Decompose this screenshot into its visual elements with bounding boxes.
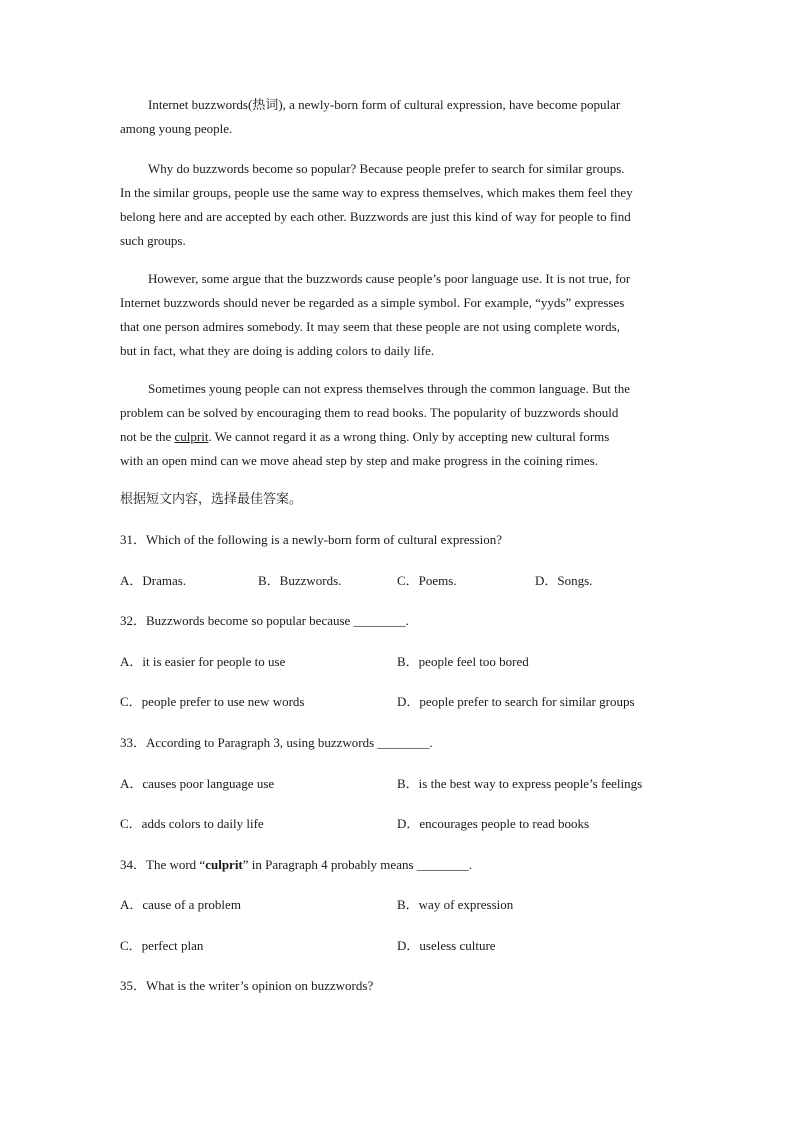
paragraph-line: belong here and are accepted by each other. Buzzwords are just this kind of way for people to find <box>120 209 631 224</box>
question-32-stem: 32．Buzzwords become so popular because ________. <box>120 613 409 628</box>
underlined-word-culprit: culprit <box>174 429 209 444</box>
stem-text: 34．The word “ <box>120 857 206 872</box>
line-text: . We cannot regard it as a wrong thing. Only by accepting new cultural forms <box>208 429 610 444</box>
passage-paragraph-2 <box>120 157 672 253</box>
paragraph-line: Sometimes young people can not express themselves through the common language. But the <box>148 381 630 396</box>
question-34-option-a[interactable]: A．cause of a problem <box>120 897 241 912</box>
passage-paragraph-3 <box>120 267 672 363</box>
paragraph-line: Internet buzzwords(热词), a newly-born form of cultural expression, have become popular <box>148 97 621 112</box>
question-32-option-b[interactable]: B．people feel too bored <box>397 654 529 669</box>
question-33-option-d[interactable]: D．encourages people to read books <box>397 816 590 831</box>
question-31-option-d[interactable]: D．Songs. <box>535 573 593 588</box>
paragraph-line: such groups. <box>120 233 186 248</box>
question-32-option-a[interactable]: A．it is easier for people to use <box>120 654 286 669</box>
question-33-stem: 33．According to Paragraph 3, using buzzwords ________. <box>120 735 433 750</box>
question-31-option-c[interactable]: C．Poems. <box>397 573 457 588</box>
question-32-option-c[interactable]: C．people prefer to use new words <box>120 694 305 709</box>
passage-paragraph-1 <box>120 93 672 141</box>
question-34-option-c[interactable]: C．perfect plan <box>120 938 204 953</box>
paragraph-line: In the similar groups, people use the same way to express themselves, which makes them feel they <box>120 185 633 200</box>
paragraph-line: Why do buzzwords become so popular? Because people prefer to search for similar groups. <box>148 161 625 176</box>
question-35-stem: 35．What is the writer’s opinion on buzzwords? <box>120 978 374 993</box>
question-31-stem: 31．Which of the following is a newly-born form of cultural expression? <box>120 532 502 547</box>
question-31-option-a[interactable]: A．Dramas. <box>120 573 187 588</box>
question-34-option-d[interactable]: D．useless culture <box>397 938 496 953</box>
paragraph-line <box>120 425 672 449</box>
paragraph-line: that one person admires somebody. It may seem that these people are not using complete words, <box>120 319 620 334</box>
instruction-text: 根据短文内容，选择最佳答案。 <box>120 492 303 507</box>
question-32-option-d[interactable]: D．people prefer to search for similar groups <box>397 694 635 709</box>
line-text: not be the <box>120 429 175 444</box>
question-33-option-a[interactable]: A．causes poor language use <box>120 776 275 791</box>
question-31-option-b[interactable]: B．Buzzwords. <box>258 573 342 588</box>
passage-paragraph-4 <box>120 377 672 473</box>
bold-word-culprit: culprit <box>205 857 243 872</box>
paragraph-line: Internet buzzwords should never be regarded as a simple symbol. For example, “yyds” expresses <box>120 295 625 310</box>
question-34-stem <box>120 855 472 875</box>
paragraph-line: problem can be solved by encouraging them to read books. The popularity of buzzwords should <box>120 405 619 420</box>
paragraph-line: However, some argue that the buzzwords cause people’s poor language use. It is not true, for <box>148 271 631 286</box>
stem-text: ” in Paragraph 4 probably means ________. <box>242 857 473 872</box>
paragraph-line: but in fact, what they are doing is adding colors to daily life. <box>120 343 435 358</box>
question-33-option-b[interactable]: B．is the best way to express people’s feelings <box>397 776 643 791</box>
question-34-option-b[interactable]: B．way of expression <box>397 897 514 912</box>
question-33-option-c[interactable]: C．adds colors to daily life <box>120 816 264 831</box>
paragraph-line: among young people. <box>120 121 233 136</box>
paragraph-line: with an open mind can we move ahead step by step and make progress in the coining rimes. <box>120 453 598 468</box>
